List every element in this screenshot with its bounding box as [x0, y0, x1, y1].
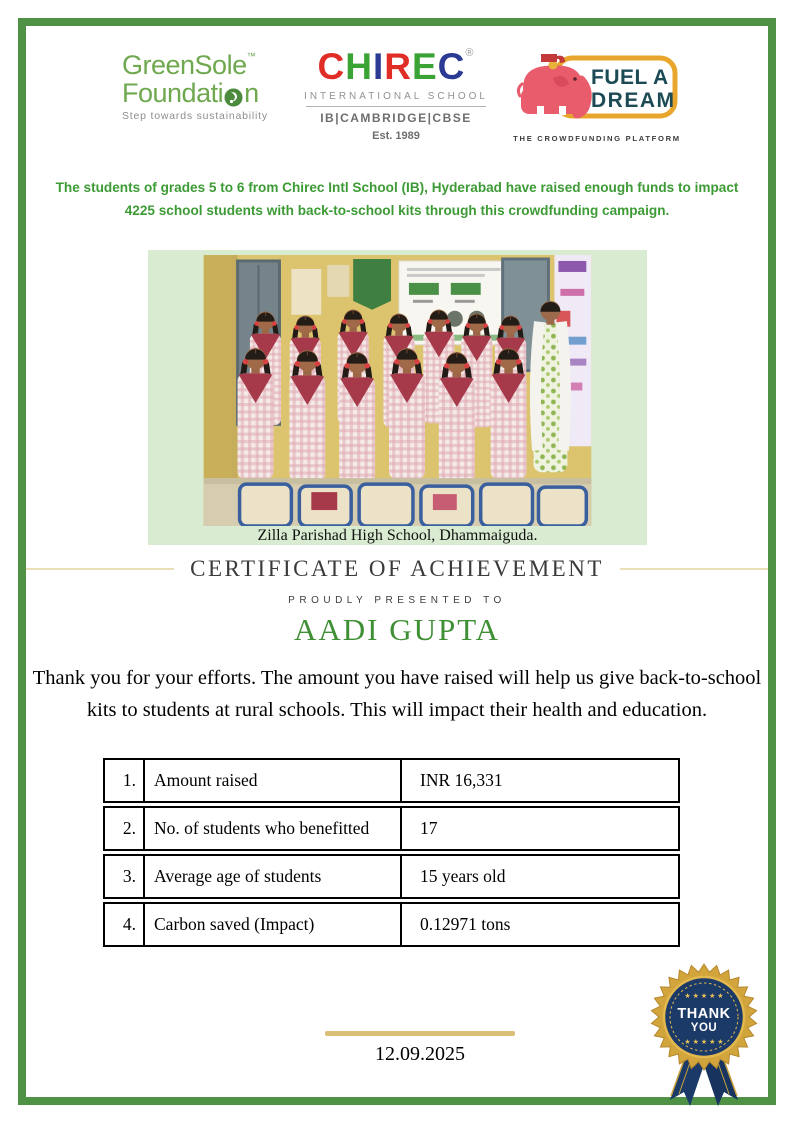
table-row: [103, 806, 680, 851]
date-rule: [325, 1031, 515, 1036]
badge-thank-text: THANK: [677, 1006, 731, 1022]
row-value: 0.12971 tons: [420, 914, 511, 934]
row-number: 2.: [105, 808, 145, 849]
campaign-headline: The students of grades 5 to 6 from Chirec Intl School (IB), Hyderabad have raised enough funds to impact 4225 school students with back-to-school kits through this crowdfunding campaign.: [55, 180, 739, 219]
row-value: INR 16,331: [420, 770, 503, 790]
date-text: 12.09.2025: [375, 1043, 465, 1065]
photo-panel: [148, 250, 647, 545]
row-label: Carbon saved (Impact): [145, 904, 402, 945]
greensole-tagline: Step towards sustainability: [122, 110, 268, 123]
badge-you-text: YOU: [690, 1022, 718, 1034]
chirec-letter: R: [384, 46, 412, 87]
chirec-letter: H: [345, 46, 373, 87]
row-label: Average age of students: [145, 856, 402, 897]
recipient-name: AADI GUPTA: [293, 612, 501, 647]
greensole-wordmark: [122, 52, 292, 80]
fuel-a-dream-logo: [512, 48, 682, 143]
row-value: 15 years old: [420, 866, 506, 886]
presented-label: PROUDLY PRESENTED TO: [288, 595, 506, 606]
row-label: No. of students who benefitted: [145, 808, 402, 849]
greensole-foundation-f: F: [122, 77, 138, 108]
greensole-foundation-line: [122, 77, 292, 108]
chirec-letter: C: [437, 46, 466, 87]
badge-stars-top: ★ ★ ★ ★ ★: [684, 993, 724, 1000]
table-row: [103, 758, 680, 803]
certificate-title-row: [26, 556, 768, 582]
title-rule-left: [26, 568, 174, 570]
table-row: [103, 854, 680, 899]
badge-stars-bottom: ★ ★ ★ ★ ★: [684, 1039, 724, 1046]
row-value: 17: [420, 818, 438, 838]
chirec-established: Est. 1989: [372, 130, 420, 142]
row-number: 4.: [105, 904, 145, 945]
thank-you-message: Thank you for your efforts. The amount you have raised will help us give back-to-school kits to students at rural schools. This will impact their health and education.: [32, 667, 762, 721]
greensole-logo: [122, 52, 292, 122]
leaf-shoe-o-icon: [224, 85, 243, 104]
row-number: 3.: [105, 856, 145, 897]
chirec-letters: [317, 48, 465, 85]
thank-you-badge-icon: [643, 956, 765, 1108]
dream-text: DREAM: [591, 89, 676, 112]
greensole-foundation-mid: oundati: [138, 77, 224, 108]
date-block: [325, 1031, 515, 1066]
trademark-symbol: ™: [246, 51, 256, 61]
title-rule-right: [620, 568, 768, 570]
chirec-subtitle: INTERNATIONAL SCHOOL: [304, 91, 488, 102]
table-row: [103, 902, 680, 947]
chirec-boards: IB|CAMBRIDGE|CBSE: [320, 111, 472, 125]
certificate-title: CERTIFICATE OF ACHIEVEMENT: [190, 556, 604, 581]
chirec-logo: [300, 48, 492, 142]
chirec-divider: [306, 106, 486, 107]
impact-table: [103, 758, 680, 950]
row-number: 1.: [105, 760, 145, 801]
school-group-photo: [203, 255, 592, 526]
chirec-letter: C: [317, 46, 346, 87]
registered-symbol: ®: [465, 47, 475, 59]
fuel-a-text: FUEL A: [591, 66, 669, 89]
fuel-a-dream-elephant-icon: [513, 48, 681, 128]
chirec-letter: I: [372, 46, 385, 87]
greensole-name: GreenSole: [122, 50, 247, 80]
greensole-foundation-n: n: [244, 77, 259, 108]
fuel-a-dream-tagline: THE CROWDFUNDING PLATFORM: [513, 134, 681, 143]
photo-caption: Zilla Parishad High School, Dhammaiguda.: [257, 527, 538, 544]
row-label: Amount raised: [145, 760, 402, 801]
chirec-letter: E: [411, 46, 438, 87]
chirec-wordmark: [300, 48, 492, 85]
